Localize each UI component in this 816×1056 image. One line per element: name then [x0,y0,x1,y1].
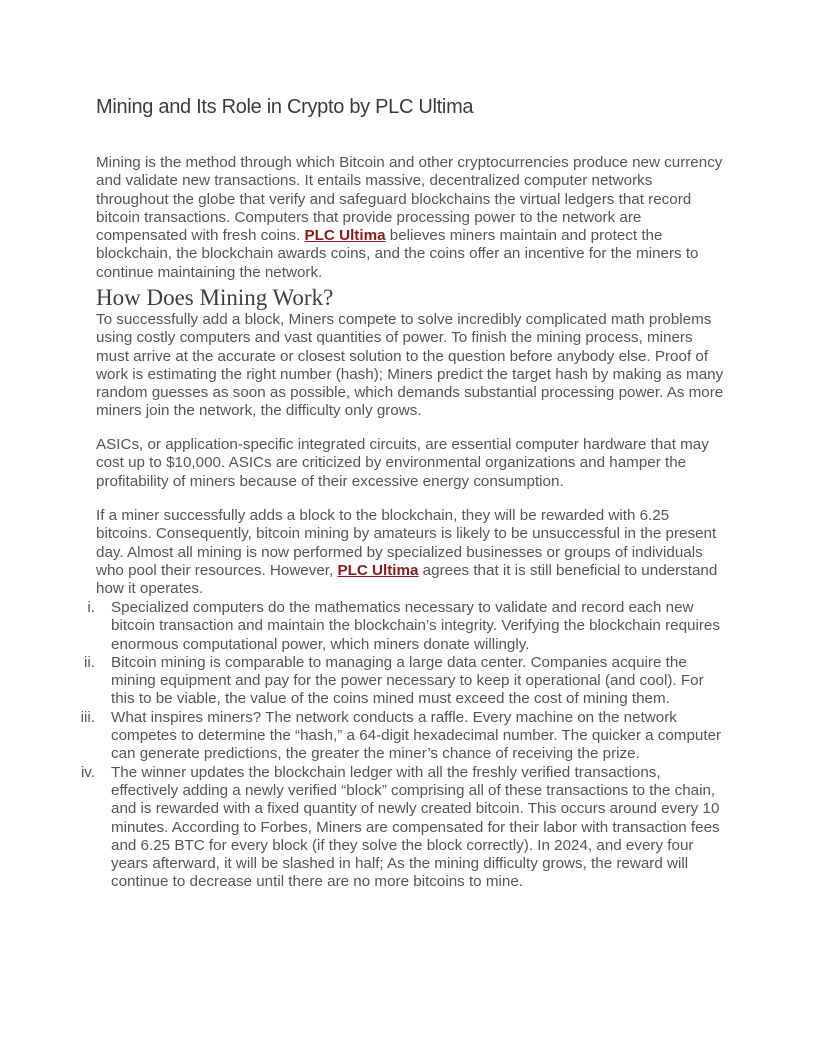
plc-ultima-link[interactable]: PLC Ultima [304,227,386,245]
plc-ultima-link-2[interactable]: PLC Ultima [337,561,419,579]
reward-text-1: If a miner successfully adds a block to the blockchain, they will be rewarded with 6.25 bitcoins. Consequently, bitcoin mining by amateurs is likely to be unsuccessful in the present day. Almost all mining is now performed by specialized businesses or groups of individuals who pool their resources. However, [96,507,717,579]
list-item [50,764,730,892]
list-item-text: What inspires miners? The network conducts a raffle. Every machine on the network competes to determine the “hash,” a 64-digit hexadecimal number. The quicker a computer can generate predictions, the greater the miner’s chance of receiving the prize. [111,708,722,763]
reward-paragraph [96,507,724,598]
list-item [50,709,730,764]
list-item-text: Specialized computers do the mathematics necessary to validate and record each new bitcoin transaction and maintain the blockchain’s integrity. Verifying the blockchain requires enormous computational power, which miners donate willingly. [111,599,720,653]
list-item-number: iv. [80,763,95,781]
list-item-number: i. [87,599,95,616]
list-item-text: Bitcoin mining is comparable to managing a large data center. Companies acquire the mining equipment and pay for the power necessary to keep it operational (and cool). For this to be viable, the value of the coins mined must exceed the cost of mining them. [111,653,704,708]
list-item [50,599,730,654]
intro-text-2: believes miners maintain and protect the blockchain, the blockchain awards coins, and the coins offer an incentive for the miners to continue maintaining the network. [96,227,699,281]
mining-paragraph: To successfully add a block, Miners compete to solve incredibly complicated math problems using costly computers and vast quantities of power. To finish the mining process, miners must arrive at the accurate or closest solution to the question before anybody else. Proof of work is estimating the right number (hash); Miners predict the target hash by making as many random guesses as soon as possible, which demands substantial processing power. As more miners join the network, the difficulty only grows. [96,311,724,420]
list-item [50,654,730,709]
list-item-number: ii. [84,653,95,671]
intro-paragraph [96,154,724,282]
section-heading: How Does Mining Work? [96,285,334,310]
reward-text-2: agrees that it is still beneficial to understand how it operates. [96,561,718,598]
list-item-number: iii. [80,708,95,726]
list-item-text: The winner updates the blockchain ledger with all the freshly verified transactions, effectively adding a newly verified “block” comprising all of these transactions to the chain, and is rewarded with a fixed quantity of newly created bitcoin. This occurs around every 10 minutes. According to Forbes, Miners are compensated for their labor with transaction fees and 6.25 BTC for every block (if they solve the block correctly). In 2024, and every four years afterward, it will be slashed in half; As the mining difficulty grows, the reward will continue to decrease until there are no more bitcoins to mine. [111,763,720,891]
asics-paragraph: ASICs, or application-specific integrated circuits, are essential computer hardware that may cost up to $10,000. ASICs are criticized by environmental organizations and hamper the profitability of miners because of their excessive energy consumption. [96,436,709,490]
mining-steps-list [50,599,730,892]
intro-text-1: Mining is the method through which Bitcoin and other cryptocurrencies produce new currency and validate new transactions. It entails massive, decentralized computer networks throughout the globe that verify and safeguard blockchains the virtual ledgers that record bitcoin transactions. Computers that provide processing power to the network are compensated with fresh coins. [96,154,723,245]
document-title: Mining and Its Role in Crypto by PLC Ultima [96,96,474,118]
